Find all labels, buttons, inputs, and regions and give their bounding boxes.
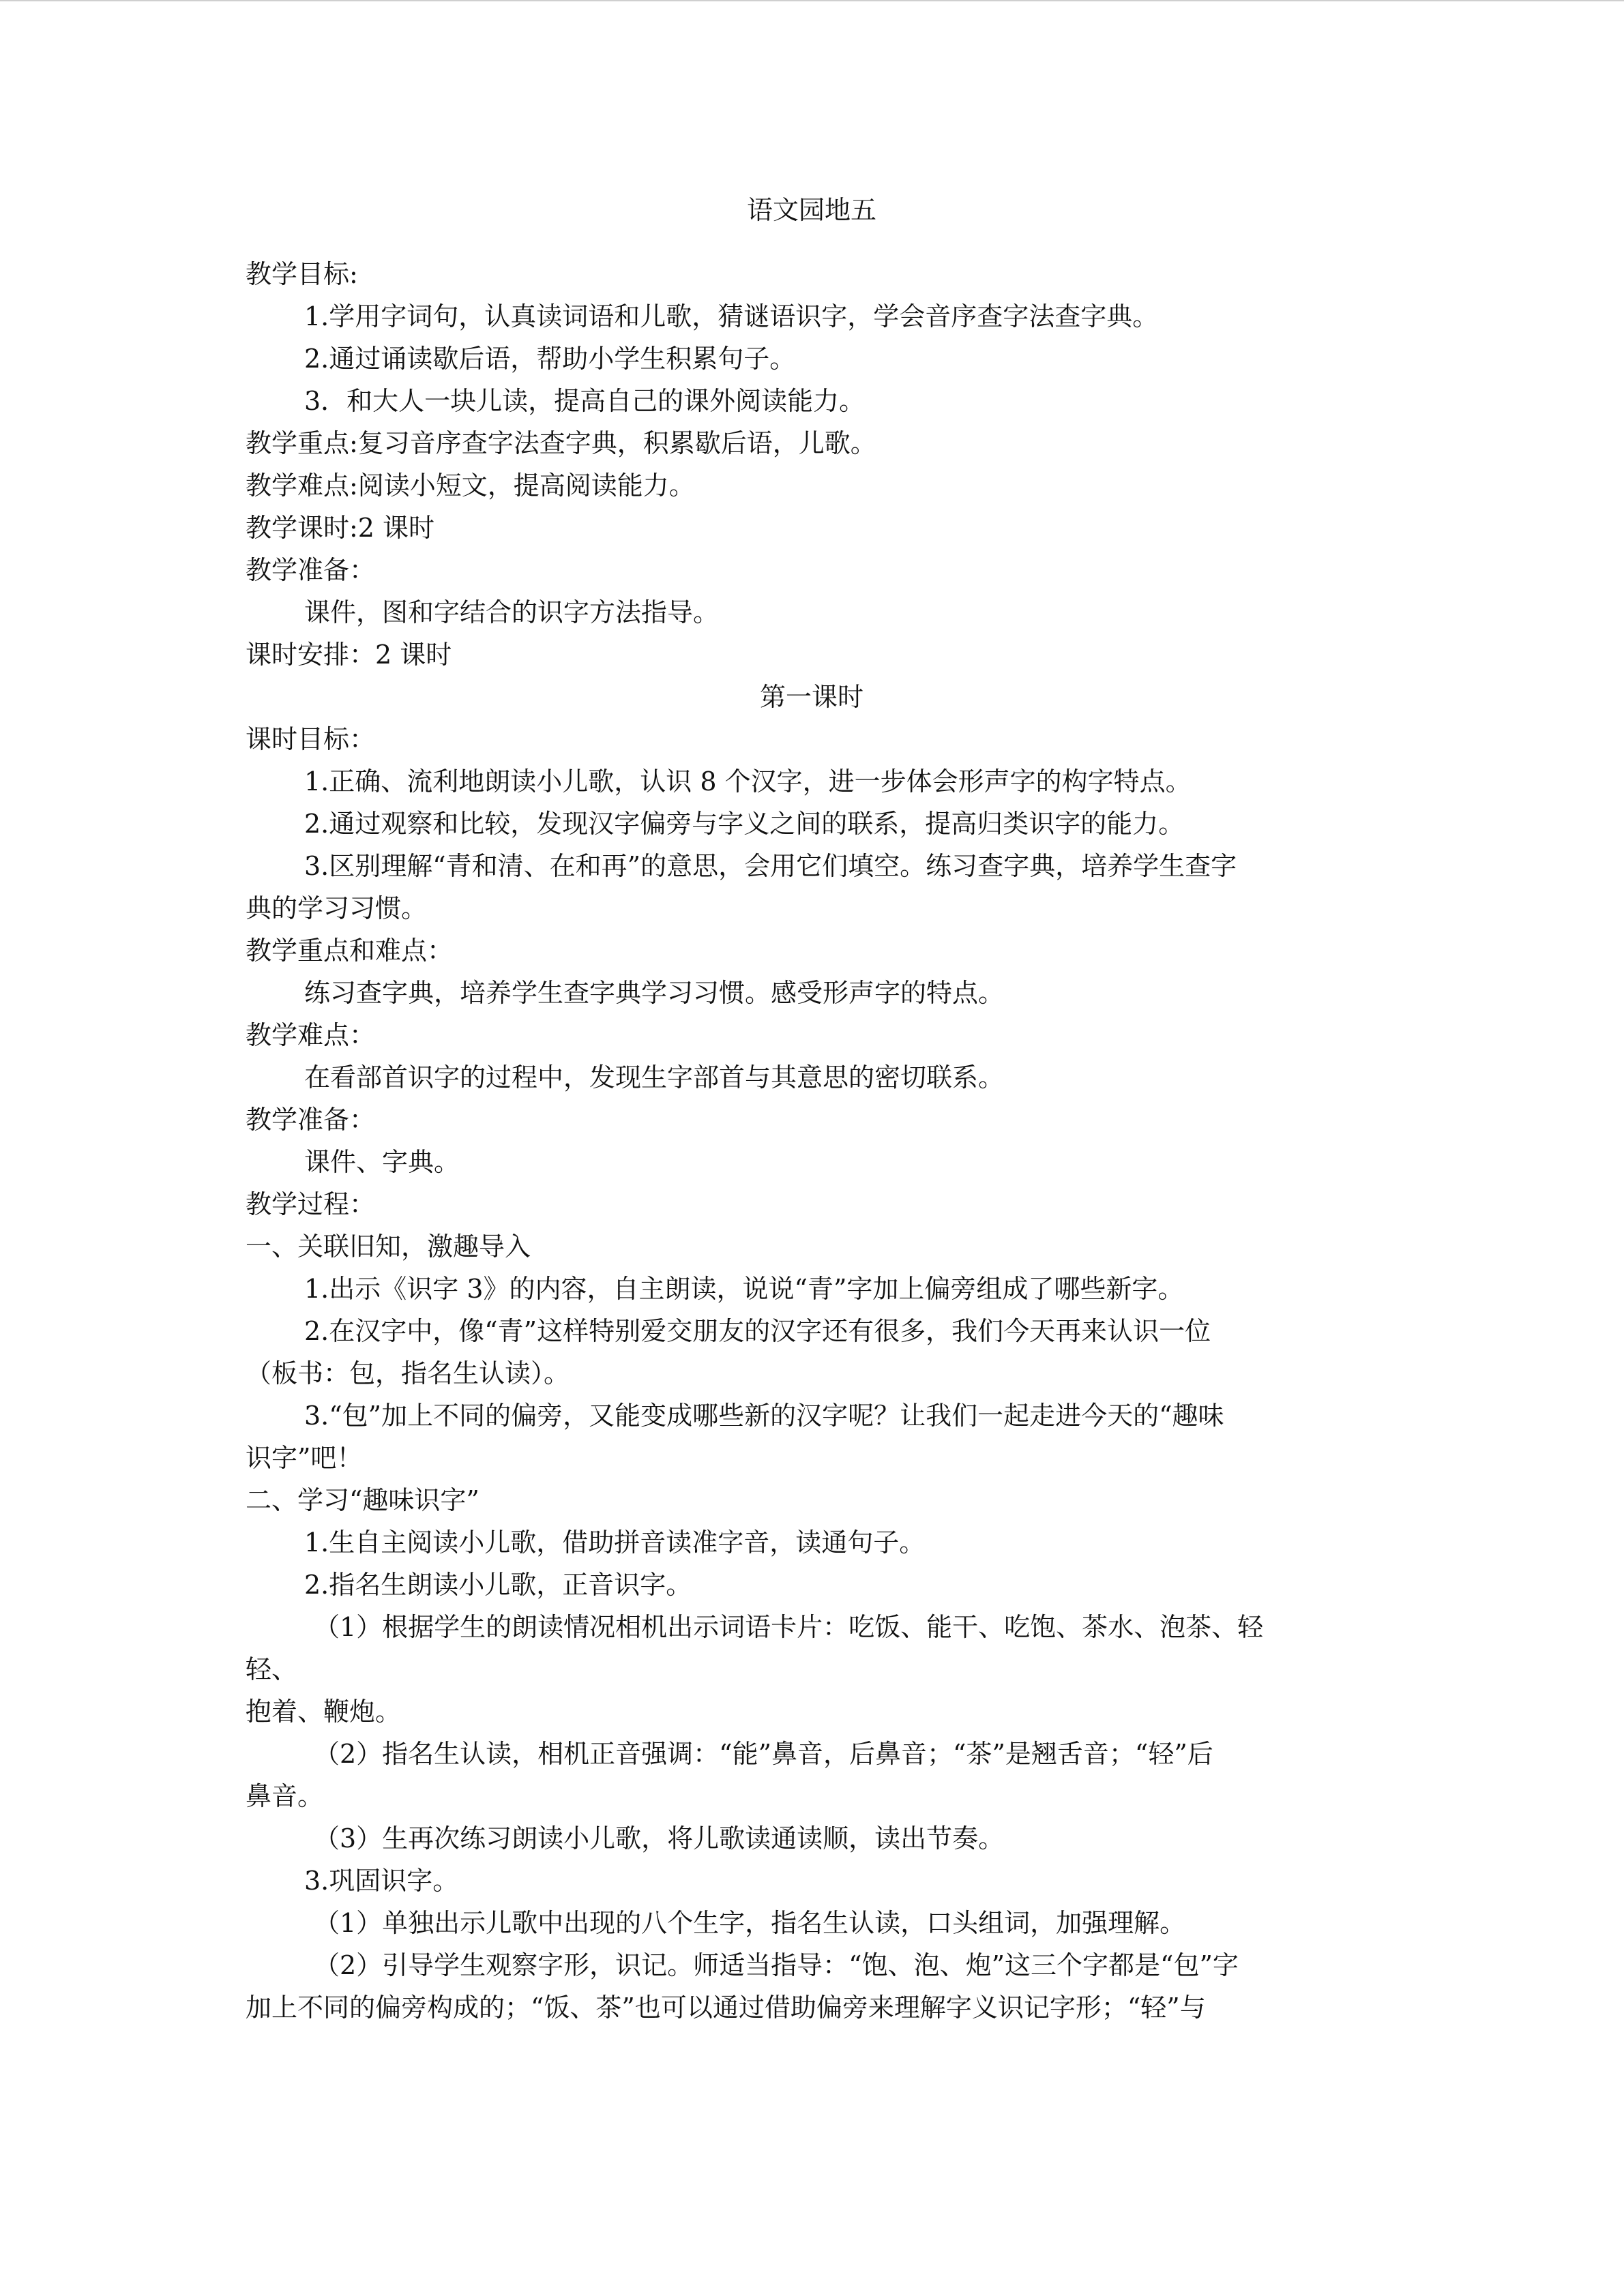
text-line: 教学难点:阅读小短文，提高阅读能力。	[246, 471, 695, 501]
text-line: （3）生再次练习朗读小儿歌，将儿歌读通读顺，读出节奏。	[314, 1823, 1005, 1853]
text-line: 2.指名生朗读小儿歌，正音识字。	[304, 1570, 692, 1600]
text-line: 2.通过观察和比较，发现汉字偏旁与字义之间的联系，提高归类识字的能力。	[304, 809, 1185, 839]
text-line: 课时目标：	[246, 724, 376, 754]
text-line: 2.在汉字中，像“青”这样特别爱交朋友的汉字还有很多，我们今天再来认识一位	[304, 1316, 1211, 1346]
text-line: 3.巩固识字。	[304, 1866, 459, 1896]
text-line: 轻、	[246, 1654, 298, 1684]
text-line: 加上不同的偏旁构成的；“饭、茶”也可以通过借助偏旁来理解字义识记字形；“轻”与	[246, 1993, 1206, 2023]
text-line: 典的学习习惯。	[246, 893, 428, 923]
text-line: （板书：包，指名生认读）。	[246, 1358, 570, 1388]
text-line: 教学准备：	[246, 555, 376, 585]
text-line: 3.“包”加上不同的偏旁，又能变成哪些新的汉字呢？让我们一起走进今天的“趣味	[304, 1401, 1224, 1431]
text-line: 课时安排：2 课时	[246, 640, 452, 670]
text-line: 二、学习“趣味识字”	[246, 1485, 479, 1515]
text-line: 教学目标:	[246, 259, 358, 289]
text-line: 1.生自主阅读小儿歌，借助拼音读准字音，读通句子。	[304, 1527, 926, 1557]
text-line: 1.正确、流利地朗读小儿歌，认识 8 个汉字，进一步体会形声字的构字特点。	[304, 766, 1192, 796]
text-line: 教学重点:复习音序查字法查字典，积累歇后语，儿歌。	[246, 428, 876, 458]
text-line: 练习查字典，培养学生查字典学习习惯。感受形声字的特点。	[304, 978, 1005, 1008]
text-line: （1）根据学生的朗读情况相机出示词语卡片：吃饭、能干、吃饱、茶水、泡茶、轻	[314, 1612, 1264, 1642]
text-line: 一、关联旧知，激趣导入	[246, 1232, 531, 1262]
text-line: 教学准备：	[246, 1105, 376, 1135]
text-line: 鼻音。	[246, 1781, 324, 1811]
text-line: 2.通过诵读歇后语，帮助小学生积累句子。	[304, 344, 796, 374]
text-line: 识字”吧！	[246, 1443, 363, 1473]
text-line: 3．和大人一块儿读，提高自己的课外阅读能力。	[304, 386, 866, 416]
text-line: 在看部首识字的过程中，发现生字部首与其意思的密切联系。	[304, 1062, 1005, 1092]
text-line: 课件，图和字结合的识字方法指导。	[304, 597, 720, 627]
text-line: 教学难点：	[246, 1020, 376, 1050]
document-lines	[246, 253, 1378, 2029]
text-line: （2）引导学生观察字形，识记。师适当指导：“饱、泡、炮”这三个字都是“包”字	[314, 1950, 1239, 1980]
text-line: 3.区别理解“青和清、在和再”的意思，会用它们填空。练习查字典，培养学生查字	[304, 851, 1237, 881]
text-line: 1.学用字词句，认真读词语和儿歌，猜谜语识字，学会音序查字法查字典。	[304, 301, 1159, 331]
text-line: 课件、字典。	[304, 1147, 460, 1177]
section-heading: 第一课时	[759, 682, 863, 712]
text-line: （1）单独出示儿歌中出现的八个生字，指名生认读，口头组词，加强理解。	[314, 1908, 1186, 1938]
text-line: （2）指名生认读，相机正音强调：“能”鼻音，后鼻音；“茶”是翘舌音；“轻”后	[314, 1739, 1213, 1769]
document-body	[246, 189, 1378, 2029]
text-line: 抱着、鞭炮。	[246, 1697, 402, 1727]
document-title: 语文园地五	[746, 195, 876, 225]
text-line: 教学重点和难点：	[246, 936, 454, 966]
text-line: 1.出示《识字 3》的内容，自主朗读，说说“青”字加上偏旁组成了哪些新字。	[304, 1274, 1184, 1304]
text-line: 教学课时:2 课时	[246, 513, 435, 543]
text-line: 教学过程：	[246, 1189, 376, 1219]
